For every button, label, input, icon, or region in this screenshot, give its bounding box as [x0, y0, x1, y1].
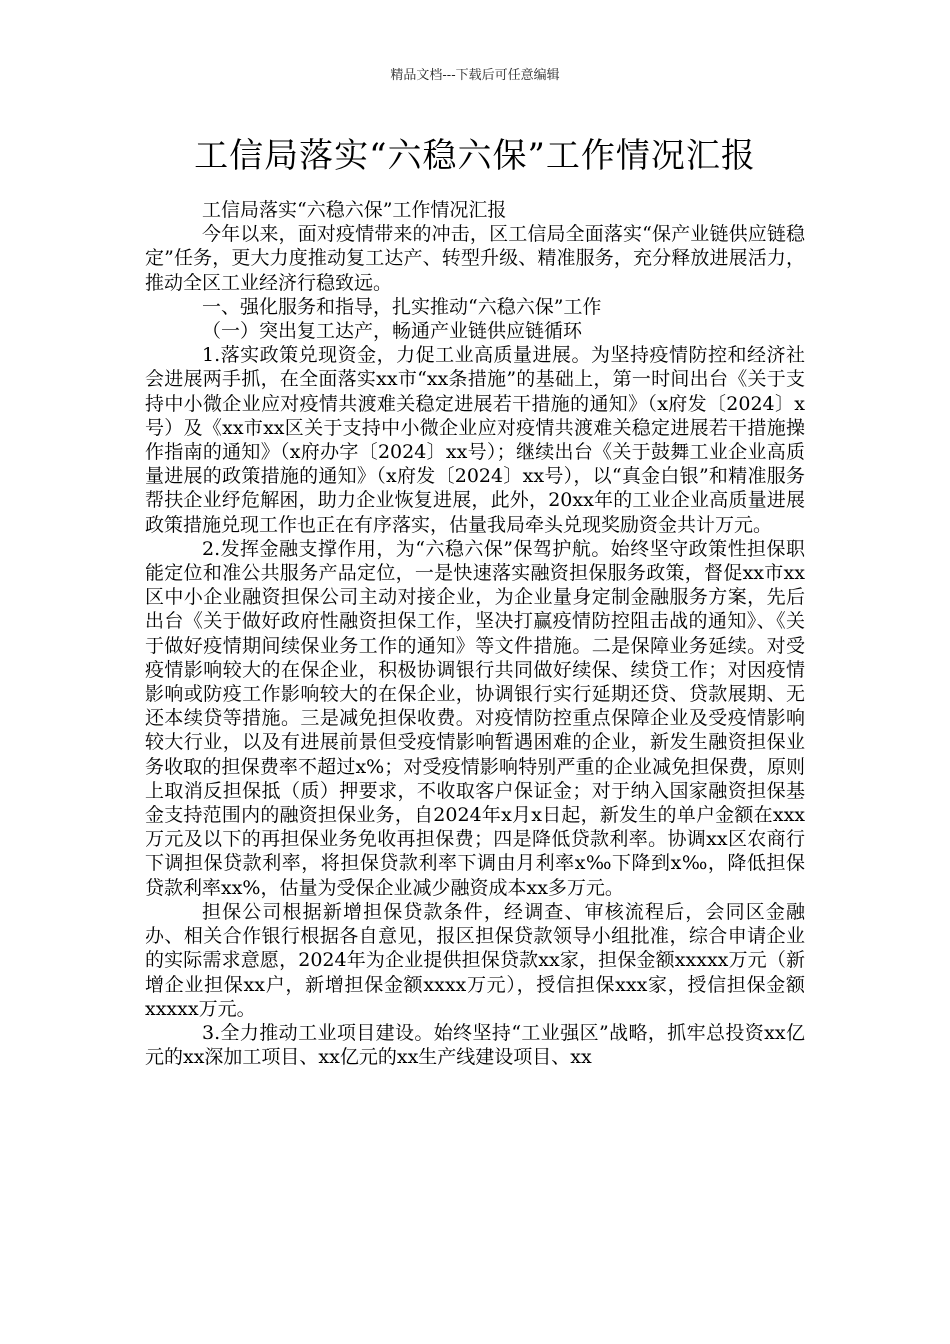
- paragraph-subtitle: 工信局落实“六稳六保”工作情况汇报: [202, 199, 507, 221]
- paragraph-item-3: 3.全力推动工业项目建设。始终坚持“工业强区”战略，抓牢总投资xx亿元的xx深加工项目、xx亿元的xx生产线建设项目、xx: [145, 1021, 805, 1069]
- section-heading-1: 一、强化服务和指导，扎实推动“六稳六保”工作: [202, 295, 602, 318]
- subsection-heading-1: （一）突出复工达产，畅通产业链供应链循环: [202, 320, 583, 343]
- header-note: 精品文档---下载后可任意编辑: [390, 68, 560, 83]
- paragraph-item-1: 1.落实政策兑现资金，力促工业高质量进展。为坚持疫情防控和经济社会进展两手抓，在全面落实xx市“xx条措施”的基础上，第一时间出台《关于支持中小微企业应对疫情共渡难关稳定进展若干措施的通知》（x府发〔2024〕x号）及《xx市xx区关于支持中小微企业应对疫情共渡难关稳定进展若干措施操作指南的通知》（x府办字〔2024〕xx号）；继续出台《关于鼓舞工业企业高质量进展的政策措施的通知》（x府发〔2024〕xx号），以“真金白银”和精准服务帮扶企业纾危解困，助力企业恢复进展，此外，20xx年的工业企业高质量进展政策措施兑现工作也正在有序落实，估量我局牵头兑现奖励资金共计万元。: [145, 344, 805, 536]
- paragraph-intro: 今年以来，面对疫情带来的冲击，区工信局全面落实“保产业链供应链稳定”任务，更大力度推动复工达产、转型升级、精准服务，充分释放进展活力，推动全区工业经济行稳致远。: [145, 223, 805, 294]
- paragraph-item-2: 2.发挥金融支撑作用，为“六稳六保”保驾护航。始终坚守政策性担保职能定位和准公共服务产品定位，一是快速落实融资担保服务政策，督促xx市xx区中小企业融资担保公司主动对接企业，为企业量身定制金融服务方案，先后出台《关于做好政府性融资担保工作，坚决打赢疫情防控阻击战的通知》、《关于做好疫情期间续保业务工作的通知》等文件措施。二是保障业务延续。对受疫情影响较大的在保企业，积极协调银行共同做好续保、续贷工作；对因疫情影响或防疫工作影响较大的在保企业，协调银行实行延期还贷、贷款展期、无还本续贷等措施。三是减免担保收费。对疫情防控重点保障企业及受疫情影响较大行业，以及有进展前景但受疫情影响暂遇困难的企业，新发生融资担保业务收取的担保费率不超过x%；对受疫情影响特别严重的企业减免担保费，原则上取消反担保抵（质）押要求，不收取客户保证金；对于纳入国家融资担保基金支持范围内的融资担保业务，自2024年x月x日起，新发生的单户金额在xxx万元及以下的再担保业务免收再担保费；四是降低贷款利率。协调xx区农商行下调担保贷款利率，将担保贷款利率下调由月利率x‰下降到x‰，降低担保贷款利率xx%，估量为受保企业减少融资成本xx多万元。: [145, 537, 805, 899]
- document-body: [145, 198, 805, 1069]
- paragraph-guarantee: 担保公司根据新增担保贷款条件，经调查、审核流程后，会同区金融办、相关合作银行根据各自意见，报区担保贷款领导小组批准，综合申请企业的实际需求意愿，2024年为企业提供担保贷款xx家，担保金额xxxxx万元（新增企业担保xx户，新增担保金额xxxx万元），授信担保xxx家，授信担保金额xxxxx万元。: [145, 900, 805, 1020]
- document-title: 工信局落实“六稳六保”工作情况汇报: [194, 136, 756, 176]
